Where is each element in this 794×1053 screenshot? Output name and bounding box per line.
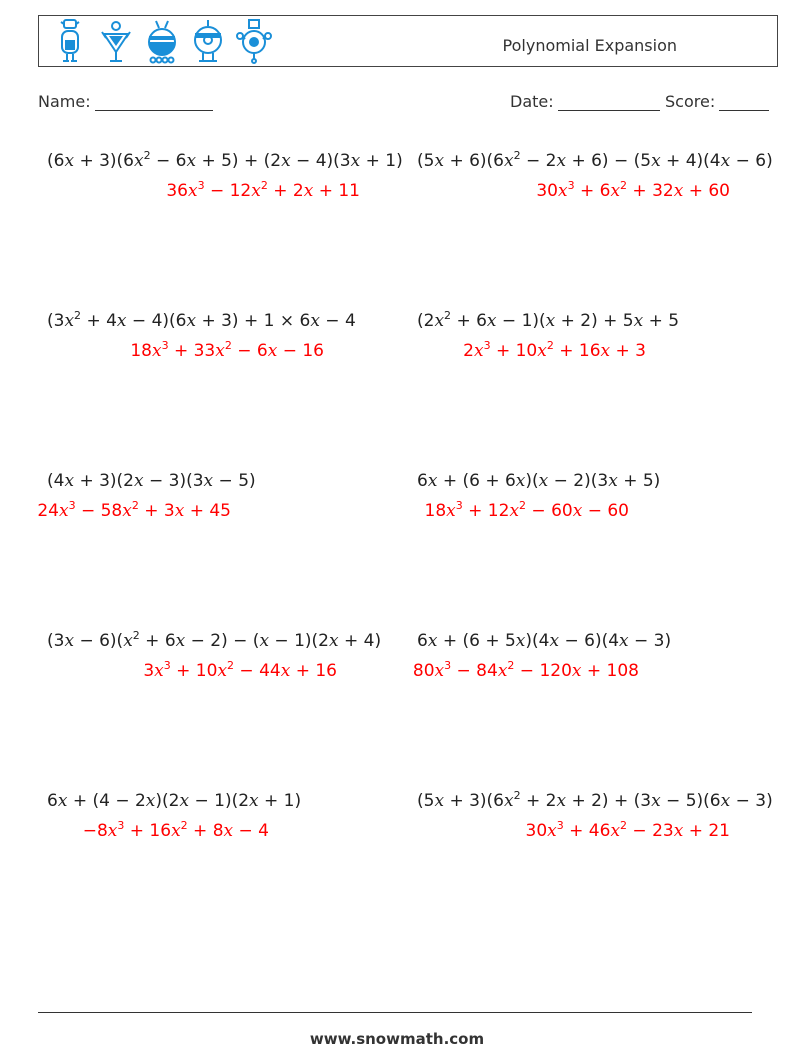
problem-8-question: 6x + (6 + 5x)(4x − 6)(4x − 3) [417, 631, 672, 651]
robot-icon [189, 18, 227, 64]
robot-icon [235, 18, 273, 64]
robot-icon [51, 18, 89, 64]
name-blank[interactable] [95, 94, 213, 111]
date-blank[interactable] [558, 94, 660, 111]
problem-5-answer: $24x^3 - 58x^2 + 3x + 45$ [37, 499, 231, 521]
robot-icon [143, 18, 181, 64]
problem-10-answer: $30x^3 + 46x^2 - 23x + 21$ [525, 819, 730, 841]
footer-website: www.snowmath.com [309, 1030, 485, 1048]
problem-3-question: $(3x^2 + 4x - 4)(6x + 3) + 1 \times 6x - 4$ [47, 309, 356, 331]
footer-divider [38, 1012, 752, 1013]
problem-2-question: $(5x + 6)(6x^2 - 2x + 6) - (5x + 4)(4x - 6)$ [417, 149, 773, 171]
name-label: Name: [38, 92, 91, 111]
problem-6-question: 6x + (6 + 6x)(x − 2)(3x + 5) [417, 471, 661, 491]
problem-10-question: $(5x + 3)(6x^2 + 2x + 2) + (3x - 5)(6x - 3)$ [417, 789, 773, 811]
problem-1-answer: $36x^3 - 12x^2 + 2x + 11$ [166, 179, 360, 201]
robot-icon-strip [51, 18, 273, 64]
robot-icon [97, 18, 135, 64]
date-field [510, 92, 660, 111]
problem-4-question: $(2x^2 + 6x - 1)(x + 2) + 5x + 5$ [417, 309, 680, 331]
problem-2-answer: $30x^3 + 6x^2 + 32x + 60$ [536, 179, 730, 201]
problem-9-answer: $-8x^3 + 16x^2 + 8x - 4$ [82, 819, 269, 841]
problem-9-question: 6x + (4 − 2x)(2x − 1)(2x + 1) [47, 791, 302, 811]
problem-7-question: $(3x - 6)(x^2 + 6x - 2) - (x - 1)(2x + 4)$ [47, 629, 382, 651]
date-label: Date: [510, 92, 554, 111]
problem-4-answer: $2x^3 + 10x^2 + 16x + 3$ [463, 339, 646, 361]
problem-6-answer: $18x^3 + 12x^2 - 60x - 60$ [424, 499, 629, 521]
problem-1-question: $(6x + 3)(6x^2 - 6x + 5) + (2x - 4)(3x + 1)$ [47, 149, 403, 171]
score-blank[interactable] [719, 94, 769, 111]
worksheet-title: Polynomial Expansion [502, 36, 677, 55]
worksheet-header [38, 15, 778, 67]
problem-5-question: (4x + 3)(2x − 3)(3x − 5) [47, 471, 256, 491]
score-field [665, 92, 769, 111]
problem-7-answer: $3x^3 + 10x^2 - 44x + 16$ [143, 659, 337, 681]
name-field [38, 92, 213, 111]
problem-3-answer: $18x^3 + 33x^2 - 6x - 16$ [130, 339, 324, 361]
score-label: Score: [665, 92, 716, 111]
problem-8-answer: $80x^3 - 84x^2 - 120x + 108$ [412, 659, 639, 681]
